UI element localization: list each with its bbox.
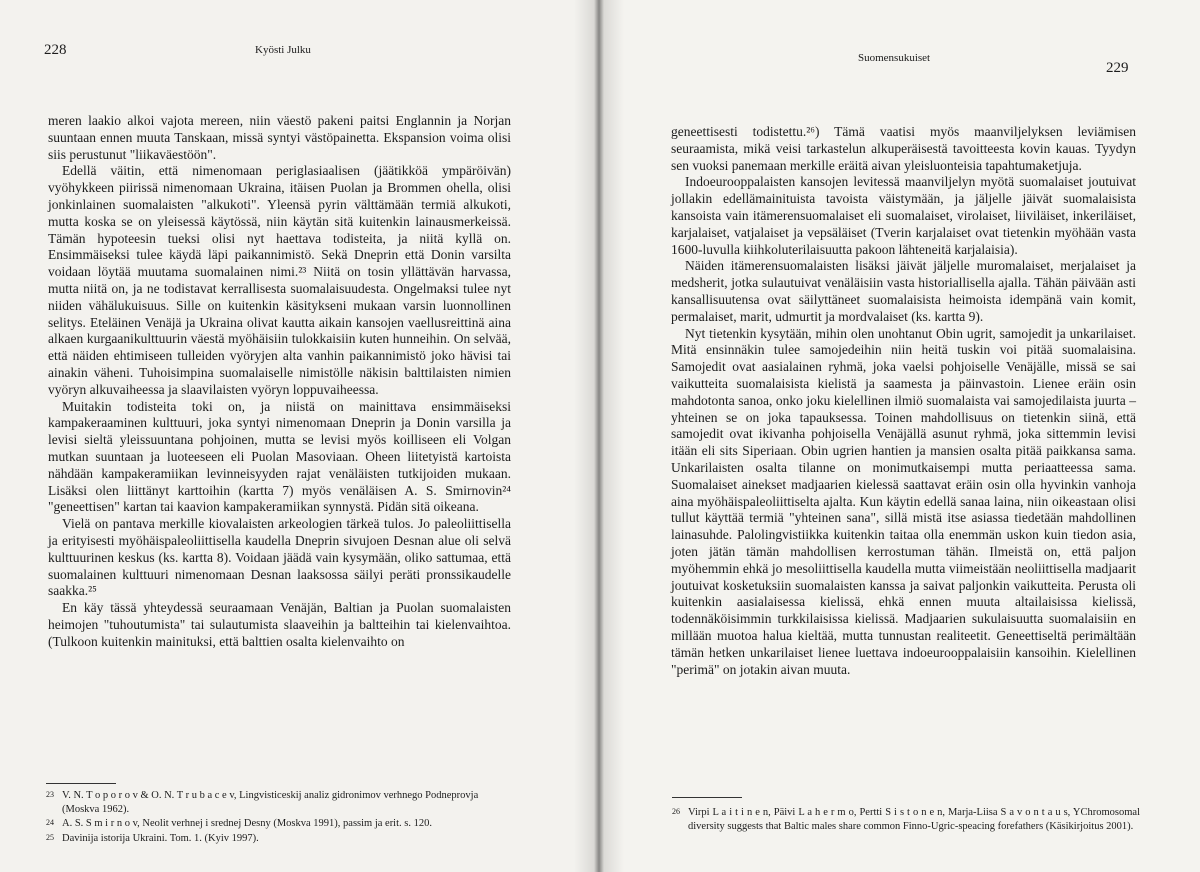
right-paragraph: geneettisesti todistettu.²⁶) Tämä vaatisi myös maanviljelyksen leviämisen seuraamista, mikä veisi tarkastelun alkuperäisestä tavoitteesta kovin kauas. Tyydyn sen vuoksi panemaan merkille eräitä aivan yleisluonteisia tapahtumaketjuja. bbox=[671, 124, 1136, 173]
left-page-number: 228 bbox=[44, 42, 67, 58]
footnote-mark: 25 bbox=[46, 832, 54, 842]
left-body-text bbox=[48, 113, 511, 651]
right-body-text bbox=[671, 124, 1136, 678]
left-paragraph: meren laakio alkoi vajota mereen, niin väestö pakeni paitsi Englannin ja Norjan suuntaan ennen muuta Tanskaan, missä syntyi västöpainetta. Ekspansion voima olisi siis perustunut "liikaväestöön". bbox=[48, 113, 511, 162]
footnote bbox=[672, 806, 1140, 833]
left-footnote-rule bbox=[46, 783, 116, 784]
right-paragraph: Näiden itämerensuomalaisten lisäksi jäivät jäljelle muromalaiset, merjalaiset ja medsherit, jotka sulautuivat venäläisiin vasta historiallisella ajalla. Tähän päivään asti kansallisuutensa ovat säilyttäneet suomalaisista heimoista idempänä vain komit, permalaiset, marit, udmurtit ja mordvalaiset (ks. kartta 9). bbox=[671, 258, 1136, 324]
left-paragraph: Edellä väitin, että nimenomaan periglasiaalisen (jäätikköä ympäröivän) vyöhykkeen piirissä nimenomaan Ukraina, itäisen Puolan ja Brommen ohella, olisi jonkinlainen suomalaisten "alkukoti". Yleensä pyrin välttämään termiä alkukoti, mutta koska se on yleisessä käytössä, niin käytän sitä kuitenkin lainausmerkeissä. Tämän hypoteesin tueksi olisi nyt haettava todisteita, ja niitä kyllä on. Ensimmäiseksi tulee käydä läpi paikannimistö. Sekä Dneprin että Donin varsilta voidaan löytää muutama suomalainen nimi.²³ Niitä on tosin yllättävän harvassa, mutta niitä on, ja ne todistavat kerrallisesta suomalaisuudesta. Ongelmaksi tulee nyt niiden vähälukuisuus. Sille on kuitenkin käsitykseni mukaan varsin luonnollinen selitys. Eteläinen Venäjä ja Ukraina olivat kautta aikain kansojen vaellusreittinä aina alkaen kurgaanikulttuurin väestä myöhäisiin tulokkaisiin kuten hunneihin. On selvää, että näiden ehtimiseen tulleiden vyöryjen alta vanhin paikannimistö joko hävisi tai ainakin väheni. Tuhoisimpina suomalaiselle nimistölle näkisin balttilaisten nimien vyöryn alkuvaiheessa ja slaavilaisten vyöryn loppuvaiheessa. bbox=[48, 163, 511, 397]
left-running-head: Kyösti Julku bbox=[255, 44, 311, 56]
footnote-mark: 24 bbox=[46, 818, 54, 827]
footnote-mark: 23 bbox=[46, 790, 54, 799]
left-footnotes bbox=[46, 789, 516, 846]
right-paragraph: Nyt tietenkin kysytään, mihin olen unohtanut Obin ugrit, samojedit ja unkarilaiset. Mitä ensinnäkin tulee samojedeihin niin heitä tuskin voi pitää suomalaisina. Samojedit ovat aasialainen ryhmä, joka vaelsi pohjoiselle Venäjälle, missä se sai vaikutteita suomalaisista kielistä ja saamesta ja päinvastoin. Lienee eräin osin mahdotonta sanoa, onko joku kielellinen ilmiö suomalaista vai samojedilaista juurta – yhteinen se on joka tapauksessa. Toinen mahdollisuus on tietenkin siinä, että samojedit ovat ikivanha pohjoisella Venäjällä asunut ryhmä, joka sittemmin levisi itään eli sits Siperiaan. Obin ugrien hantien ja mansien osalta pitää paikkansa sama. Unkarilaisten osalta tilanne on monimutkaisempi mutta periaatteessa sama. Suomalaiset ainekset madjaarien kielessä saattavat eräin osin olla hyvinkin vanhoja aina myöhäispaleoliittiselta ajalta. Kun käytin edellä sanaa laina, niin oikeastaan olisi tullut käyttää termiä "yhteinen sana", sillä mistä itse asiassa tiedetään mahdollinen lainasuhde. Palolingvistiikka kuitenkin taitaa olla enemmän uskon kuin tiedon asia, joten jätän tämän mahdollisen kerrostuman tähän. Ilmeistä on, että paljon myöhemmin ehkä jo mesoliittisella kaudella mutta viimeistään neoliittisella madjaarit joutuivat kosketuksiin suomalaisten kanssa ja saivat paljonkin vaikutteita. Perusta oli kuitenkin aasialaisessa kielissä, ehkä ennen muuta altailaisissa kielissä, todennäköisimmin turkkilaisissa kielissä. Madjaarien sukulaisuutta suomalaisiin en millään muotoa halua kieltää, mutta tunnustan realiteetit. Geneettiseltä perimältään tämän hetken unkarilaiset lienee luettava indoeurooppalaisiin kansoihin. Kielellinen "perimä" on jotakin aivan muuta. bbox=[671, 325, 1136, 677]
footnote bbox=[46, 817, 516, 831]
footnote-text: V. N. T o p o r o v & O. N. T r u b a c e v, Lingvisticeskij analiz gidronimov verhnego Podneprovja (Moskva 1962). bbox=[62, 790, 479, 815]
footnote-mark: 26 bbox=[672, 807, 680, 816]
right-page-number: 229 bbox=[1106, 60, 1129, 76]
footnote-text: Davinija istorija Ukraini. Tom. 1. (Kyiv 1997). bbox=[62, 832, 259, 844]
right-running-head: Suomensukuiset bbox=[858, 52, 931, 64]
left-page bbox=[0, 0, 598, 872]
footnote bbox=[46, 789, 516, 816]
left-paragraph: Vielä on pantava merkille kiovalaisten arkeologien tärkeä tulos. Jo paleoliittisella ja erityisesti myöhäispaleoliittisella kaudella Dneprin sivujoen Desnan alue oli selvä kulttuurinen keskus (ks. kartta 8). Voidaan jäädä vain kysymään, oliko sattumaa, että suomalainen kulttuuri nimenomaan Desnan laaksossa säilyi peräti pronssikaudelle saakka.²⁵ bbox=[48, 516, 511, 599]
right-paragraph: Indoeurooppalaisten kansojen levitessä maanviljelyn myötä suomalaiset joutuivat jollakin edellämainituista tavoista väistymään, ja jäljelle jäivät suomalaisista kansoista vain itämerensuomalaiset eli suomalaiset, virolaiset, liiviläiset, inkeriläiset, karjalaiset, vatjalaiset ja vepsäläiset (Tverin karjalaiset ovat tietenkin myöhään vasta 1600-luvulla kiihkoluterilaisuutta pakoon lähteneitä karjalaisia). bbox=[671, 174, 1136, 257]
right-footnote-rule bbox=[672, 797, 742, 798]
right-page bbox=[598, 0, 1200, 872]
left-paragraph: Muitakin todisteita toki on, ja niistä on mainittava ensimmäiseksi kampakeraaminen kulttuuri, joka syntyi nimenomaan Dneprin ja Donin varsilla ja levisi sieltä yleissuuntana pohjoinen, mutta se levisi myös koilliseen eli Volgan mutkan suuntaan ja luoteeseen eli Puolan Masoviaan. Oheen liitetyistä kartoista nähdään kampakeramiikan levinneisyyden rajat venäläisten tutkijoiden mukaan. Lisäksi olen liittänyt karttoihin (kartta 7) myös venäläisen A. S. Smirnovin²⁴ "geneettisen" kartan tai kaavion kampakeramiikan synnystä. Pidän sitä oikeana. bbox=[48, 398, 511, 515]
footnote-text: A. S. S m i r n o v, Neolit verhnej i srednej Desny (Moskva 1991), passim ja erit. s. 120. bbox=[62, 818, 432, 829]
left-paragraph: En käy tässä yhteydessä seuraamaan Venäjän, Baltian ja Puolan suomalaisten heimojen "tuhoutumista" tai sulautumista slaaveihin ja baltteihin tai kielenvaihtoa. (Tulkoon kuitenkin mainituksi, että balttien osalta kielenvaihto on bbox=[48, 600, 511, 649]
right-footnotes bbox=[672, 806, 1140, 834]
footnote bbox=[46, 832, 516, 846]
footnote-text: Virpi L a i t i n e n, Päivi L a h e r m o, Pertti S i s t o n e n, Marja-Liisa S a v o n t a u s, YChromosomal diversity suggests that Baltic males share common Finno-Ugric-speacing forefathers (Käsikirjoitus 2001). bbox=[688, 807, 1140, 832]
